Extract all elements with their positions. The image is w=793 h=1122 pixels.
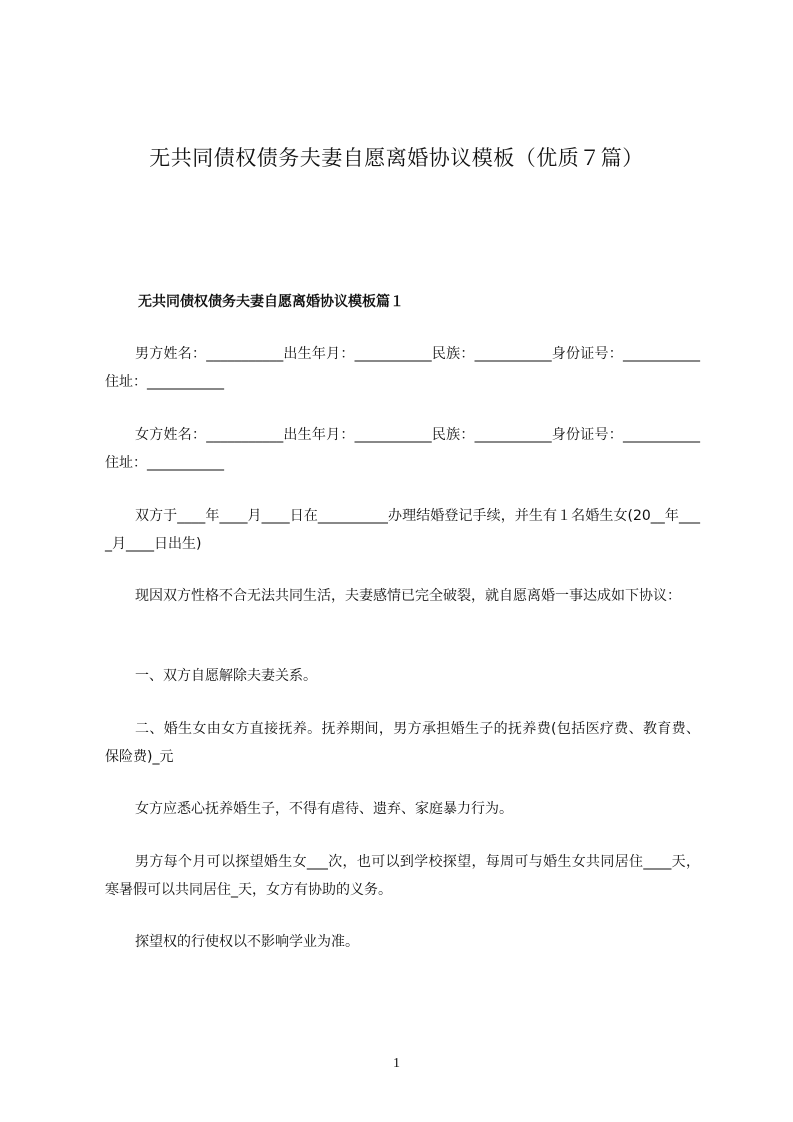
paragraph-clause-2: 二、婚生女由女方直接抚养。抚养期间，男方承担婚生子的抚养费(包括医疗费、教育费、保险费)_元	[105, 721, 700, 765]
page-number: 1	[393, 1056, 400, 1071]
paragraph-clause-1: 一、双方自愿解除夫妻关系。	[135, 668, 317, 684]
paragraph-female-info: 女方姓名：___________出生年月：___________民族：___________身份证号：___________住址：___________	[105, 427, 700, 471]
paragraph-visitation: 男方每个月可以探望婚生女___次，也可以到学校探望，每周可与婚生女共同居住____天，寒暑假可以共同居住_天，女方有协助的义务。	[105, 854, 700, 898]
paragraph-care-duty: 女方应悉心抚养婚生子，不得有虐待、遗弃、家庭暴力行为。	[135, 801, 513, 817]
paragraph-reason: 现因双方性格不合无法共同生活，夫妻感情已完全破裂，就自愿离婚一事达成如下协议：	[135, 588, 681, 604]
paragraph-visitation-limit: 探望权的行使权以不影响学业为准。	[135, 934, 359, 950]
document-title: 无共同债权债务夫妻自愿离婚协议模板（优质７篇）	[149, 146, 644, 170]
paragraph-marriage-registration: 双方于____年____月____日在__________办理结婚登记手续，并生有１名婚生女(20__年____月____日出生)	[105, 508, 700, 552]
section-title: 无共同债权债务夫妻自愿离婚协议模板篇１	[138, 294, 404, 310]
paragraph-male-info: 男方姓名：___________出生年月：___________民族：___________身份证号：___________住址：___________	[105, 346, 700, 390]
